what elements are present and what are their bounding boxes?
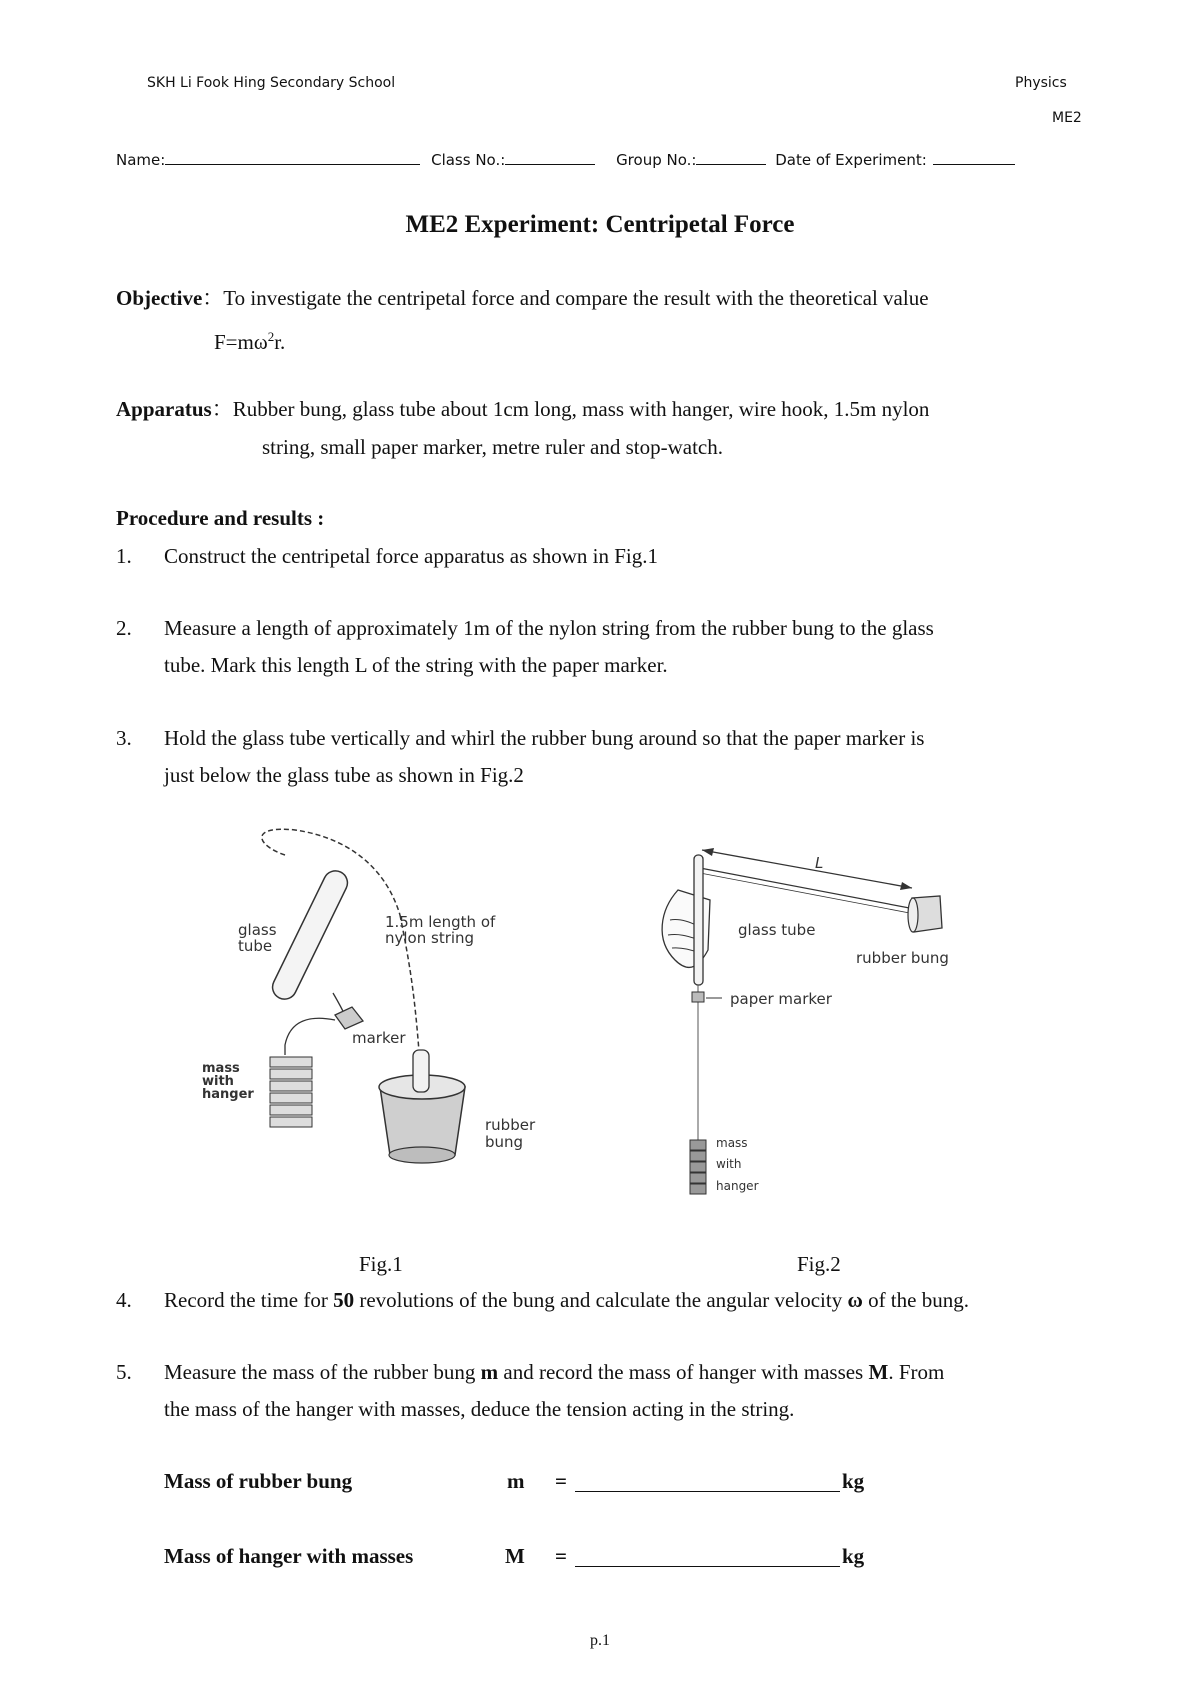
step-2-text-2: tube. Mark this length L of the string with the paper marker.: [164, 653, 668, 677]
document-code: ME2: [1052, 110, 1082, 126]
arrow-head-left: [702, 848, 714, 856]
step-2-text-1: Measure a length of approximately 1m of the nylon string from the rubber bung to the glass: [164, 616, 934, 640]
length-arrow: [702, 850, 912, 888]
fig2-label-mass-3: hanger: [716, 1179, 759, 1193]
date-label: Date of Experiment:: [775, 151, 927, 169]
step-5-part: and record the mass of hanger with masses: [498, 1360, 869, 1384]
group-label: Group No.:: [616, 151, 697, 169]
student-fields-row: [116, 147, 1015, 169]
fig2-glass-tube-shape: [694, 855, 703, 985]
result-input-M[interactable]: [575, 1545, 840, 1567]
step-5-M: M: [868, 1360, 889, 1384]
step-5-text-1: [164, 1359, 944, 1385]
step-3-number: 3.: [116, 726, 132, 750]
paper-marker-shape: [335, 1007, 363, 1029]
result-symbol-M: M: [505, 1544, 525, 1568]
fig2-label-rubber-bung: rubber bung: [856, 949, 949, 967]
result-eq-M: =: [555, 1544, 567, 1568]
result-symbol-m: m: [507, 1469, 525, 1493]
fig2-label-paper-marker: paper marker: [730, 990, 832, 1008]
glass-tube-shape: [269, 867, 352, 1003]
objective-line: [116, 285, 929, 311]
fig1-label-glass: glass: [238, 921, 277, 939]
step-5-part: . From: [888, 1360, 945, 1384]
step-1-text: Construct the centripetal force apparatus as shown in Fig.1: [164, 544, 658, 568]
objective-label: Objective: [116, 286, 203, 310]
apparatus-line-2: string, small paper marker, metre ruler and stop-watch.: [262, 435, 723, 459]
fig2-label-glass-tube: glass tube: [738, 921, 816, 939]
result-unit-m: kg: [842, 1469, 865, 1493]
step-4-revolutions: 50: [333, 1288, 355, 1312]
whirling-string-edge: [700, 873, 920, 915]
step-4-text: [164, 1287, 969, 1313]
class-field[interactable]: [505, 147, 595, 165]
step-2-number: 2.: [116, 616, 132, 640]
name-label: Name:: [116, 151, 166, 169]
group-field[interactable]: [696, 147, 766, 165]
step-4-part: Record the time for: [164, 1288, 334, 1312]
formula-exponent: 2: [267, 329, 275, 344]
page-number: p.1: [590, 1632, 610, 1649]
figure-1-caption: Fig.1: [359, 1252, 403, 1276]
result-label-bung: Mass of rubber bung: [164, 1469, 353, 1493]
step-4-part: of the bung.: [862, 1288, 969, 1312]
fig1-label-bung-2: bung: [485, 1133, 524, 1151]
result-eq-m: =: [555, 1469, 567, 1493]
apparatus-sep: ：: [211, 397, 233, 421]
mass-stack-shape: [270, 1057, 312, 1127]
step-4-part: revolutions of the bung and calculate the angular velocity: [354, 1288, 848, 1312]
fig2-mass-shape: [690, 1140, 706, 1194]
fig1-label-tube: tube: [238, 937, 273, 955]
fig2-label-L: L: [815, 854, 824, 872]
school-name: SKH Li Fook Hing Secondary School: [147, 75, 396, 91]
fig1-label-bung-1: rubber: [485, 1116, 536, 1134]
formula-part: r.: [274, 330, 286, 354]
formula-part: F=mω: [214, 330, 268, 354]
figure-1-diagram: [202, 825, 555, 1185]
subject-label: Physics: [1015, 75, 1067, 91]
apparatus-line-1: [116, 396, 929, 422]
procedure-heading: Procedure and results :: [116, 506, 325, 530]
fig2-paper-marker-shape: [692, 992, 704, 1002]
fig1-label-marker: marker: [352, 1029, 406, 1047]
fig1-label-mass-2: with: [202, 1074, 234, 1089]
page-title: ME2 Experiment: Centripetal Force: [405, 211, 795, 238]
step-3-text-1: Hold the glass tube vertically and whirl the rubber bung around so that the paper marker is: [164, 726, 925, 750]
result-unit-M: kg: [842, 1544, 865, 1568]
fig1-label-mass-3: hanger: [202, 1087, 254, 1102]
apparatus-text-1: Rubber bung, glass tube about 1cm long, mass with hanger, wire hook, 1.5m nylon: [232, 397, 930, 421]
fig1-label-mass-1: mass: [202, 1061, 240, 1076]
fig2-label-mass-2: with: [716, 1157, 742, 1171]
objective-sep: ：: [202, 286, 224, 310]
class-label: Class No.:: [431, 151, 506, 169]
result-input-m[interactable]: [575, 1470, 840, 1492]
fig2-label-mass-1: mass: [716, 1136, 748, 1150]
step-5-text-2: the mass of the hanger with masses, deduce the tension acting in the string.: [164, 1397, 795, 1421]
rubber-bung-shape: [379, 1050, 465, 1163]
arrow-head-right: [900, 882, 912, 890]
fig1-label-string-1: 1.5m length of: [385, 913, 496, 931]
fig2-rubber-bung-shape: [908, 896, 942, 932]
objective-formula: [214, 324, 285, 355]
step-4-number: 4.: [116, 1288, 132, 1312]
step-4-omega: ω: [847, 1288, 863, 1312]
step-5-part: Measure the mass of the rubber bung: [164, 1360, 481, 1384]
objective-text: To investigate the centripetal force and compare the result with the theoretical value: [223, 286, 929, 310]
name-field[interactable]: [165, 147, 420, 165]
whirling-string: [700, 868, 920, 910]
result-label-hanger: Mass of hanger with masses: [164, 1544, 414, 1568]
fig1-label-string-2: nylon string: [385, 929, 475, 947]
step-5-number: 5.: [116, 1360, 132, 1384]
apparatus-label: Apparatus: [116, 397, 212, 421]
figure-2-caption: Fig.2: [797, 1252, 841, 1276]
figure-2-diagram: [650, 840, 950, 1210]
step-5-m: m: [480, 1360, 499, 1384]
step-3-text-2: just below the glass tube as shown in Fig.2: [164, 763, 524, 787]
date-field[interactable]: [933, 147, 1015, 165]
string-to-mass: [285, 1018, 335, 1055]
step-1-number: 1.: [116, 544, 132, 568]
